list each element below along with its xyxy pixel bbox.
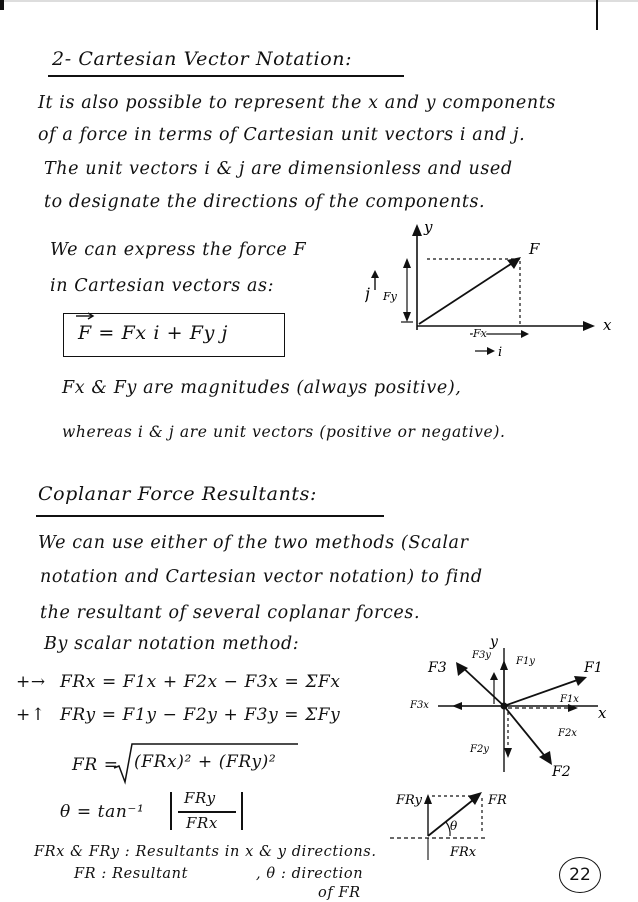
boxed-equation: F = Fx i + Fy j — [78, 322, 229, 344]
fry-sign: +↑ — [16, 705, 46, 725]
frx-equation: FRx = F1x + F2x − F3x = ΣFx — [60, 672, 341, 692]
d1-fy-label: Fy — [383, 290, 397, 303]
vector-arrow-icon — [74, 310, 98, 320]
theta-denominator: FRx — [186, 814, 218, 832]
d2-f2-label: F2 — [552, 764, 571, 780]
frx-sign: +→ — [16, 672, 46, 692]
cartesian-force-diagram — [365, 214, 625, 364]
d2-f1x-label: F1x — [560, 694, 579, 705]
theta-numerator: FRy — [184, 789, 216, 807]
scalar-method-label: By scalar notation method: — [44, 634, 300, 654]
section-title-coplanar: Coplanar Force Resultants: — [38, 483, 318, 505]
d2-y-label: y — [490, 634, 498, 650]
note-line-2a: FR : Resultant — [74, 866, 189, 882]
d1-j-label: j — [365, 284, 370, 303]
note-line-1: FRx & FRy : Resultants in x & y directions. — [34, 844, 377, 860]
coplanar-para-1: We can use either of the two methods (Scalar — [38, 533, 469, 553]
d2-f1y-label: F1y — [516, 656, 535, 667]
coplanar-para-2: notation and Cartesian vector notation) to find — [40, 567, 483, 587]
d3-theta-label: θ — [450, 819, 458, 833]
d2-f3y-label: F3y — [472, 650, 491, 661]
express-line-2: in Cartesian vectors as: — [50, 276, 275, 296]
abs-bar-left — [170, 792, 172, 830]
d2-f3-label: F3 — [428, 660, 447, 676]
para-line-2: of a force in terms of Cartesian unit vectors i and j. — [38, 125, 526, 145]
fraction-bar — [178, 811, 236, 813]
fry-equation: FRy = F1y − F2y + F3y = ΣFy — [60, 705, 341, 725]
fr-lhs: FR = — [72, 755, 119, 775]
d1-f-label: F — [529, 240, 540, 258]
d3-frx-label: FRx — [450, 845, 477, 860]
d2-f1-label: F1 — [584, 660, 603, 676]
title-underline — [48, 75, 404, 77]
d3-fr-label: FR — [488, 793, 507, 808]
scan-mark-right — [596, 0, 598, 30]
fr-rhs: (FRx)² + (FRy)² — [134, 752, 277, 772]
d1-fx-label: Fx — [473, 327, 487, 340]
section-title-cartesian: 2- Cartesian Vector Notation: — [52, 48, 353, 70]
scan-mark-left — [0, 0, 4, 10]
abs-bar-right — [241, 792, 243, 830]
scan-edge — [0, 0, 638, 2]
d2-f3x-label: F3x — [410, 700, 429, 711]
d2-f2y-label: F2y — [470, 744, 489, 755]
express-line-1: We can express the force F — [50, 240, 307, 260]
magnitudes-line-1: Fx & Fy are magnitudes (always positive), — [62, 378, 462, 398]
coplanar-underline — [36, 515, 384, 517]
d2-f2x-label: F2x — [558, 728, 577, 739]
d3-fry-label: FRy — [396, 793, 422, 808]
coplanar-para-3: the resultant of several coplanar forces. — [40, 603, 421, 623]
resultant-diagram — [388, 784, 518, 874]
coplanar-forces-diagram — [398, 632, 620, 782]
note-line-2b: , θ : direction — [256, 866, 364, 882]
para-line-3: The unit vectors i & j are dimensionless and used — [44, 159, 513, 179]
magnitudes-line-2: whereas i & j are unit vectors (positive or negative). — [62, 423, 506, 441]
d1-y-label: y — [424, 218, 433, 236]
page-number: 22 — [559, 857, 601, 893]
theta-lhs: θ = tan⁻¹ — [60, 802, 145, 822]
d2-x-label: x — [598, 704, 607, 722]
d1-x-label: x — [603, 316, 612, 334]
para-line-1: It is also possible to represent the x and y components — [38, 93, 556, 113]
para-line-4: to designate the directions of the components. — [44, 192, 486, 212]
note-line-3: of FR — [318, 885, 361, 901]
d1-i-label: i — [498, 345, 503, 360]
